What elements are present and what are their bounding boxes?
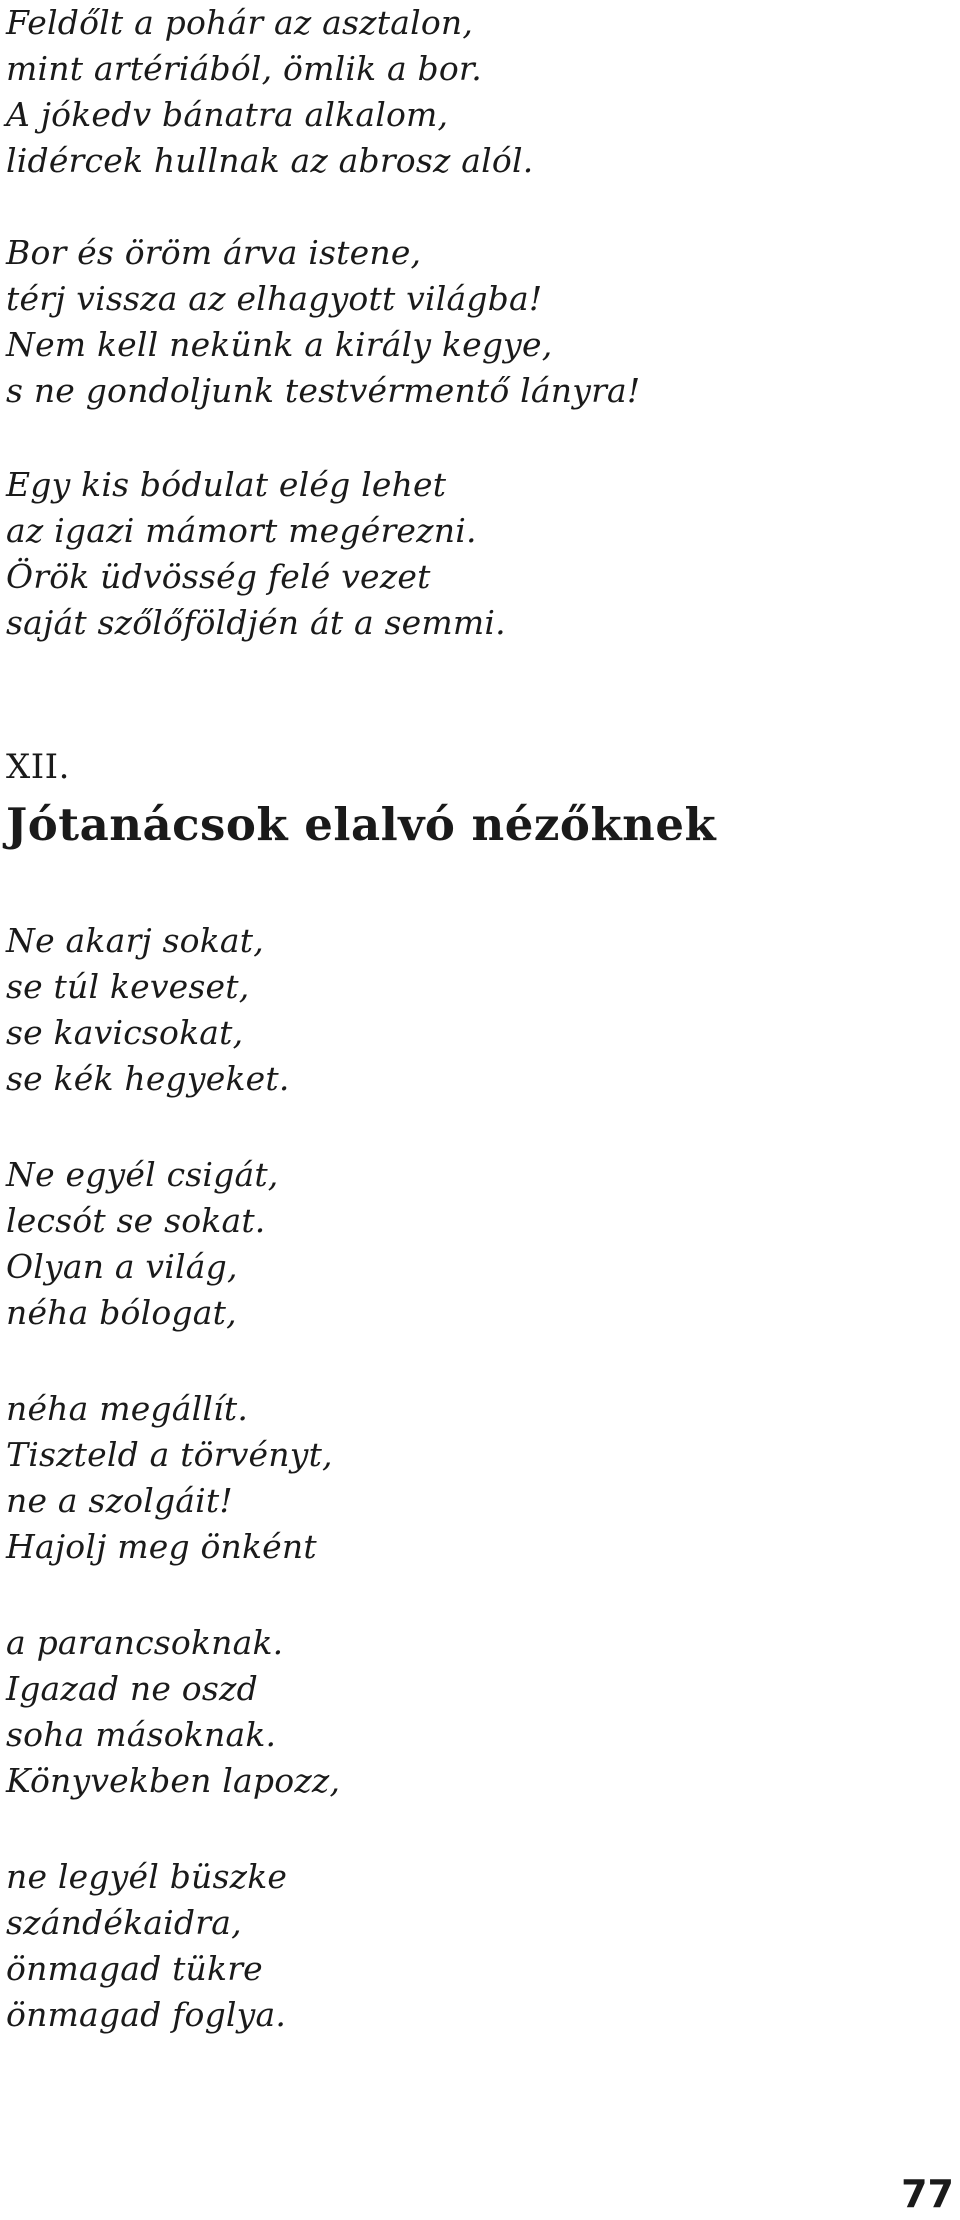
poem-line: Tiszteld a törvényt,: [6, 1435, 333, 1474]
poem-line: Ne egyél csigát,: [6, 1155, 279, 1194]
poem-line: saját szőlőföldjén át a semmi.: [6, 603, 506, 642]
poem-stanza-3: [6, 1386, 333, 1570]
poem-stanza-1: [6, 918, 290, 1102]
poem-line: se túl keveset,: [6, 967, 250, 1006]
poem-line: szándékaidra,: [6, 1903, 242, 1942]
poem-line: s ne gondoljunk testvérmentő lányra!: [6, 371, 641, 410]
poem-line: térj vissza az elhagyott világba!: [6, 279, 543, 318]
poem-stanza-4: [6, 1620, 340, 1804]
poem-title: Jótanácsok elalvó nézőknek: [6, 798, 717, 851]
poem-line: önmagad foglya.: [6, 1995, 287, 2034]
poem-line: néha bólogat,: [6, 1293, 237, 1332]
poem-line: a parancsoknak.: [6, 1623, 284, 1662]
poem-stanza-2: [6, 1152, 279, 1336]
poem-line: soha másoknak.: [6, 1715, 277, 1754]
poem-stanza-5: [6, 1854, 287, 2038]
poem-line: ne a szolgáit!: [6, 1481, 233, 1520]
poem-line: A jókedv bánatra alkalom,: [6, 95, 449, 134]
poem-line: Feldőlt a pohár az asztalon,: [6, 3, 474, 42]
poem-line: mint artériából, ömlik a bor.: [6, 49, 482, 88]
poem-line: ne legyél büszke: [6, 1857, 288, 1896]
poem-line: Ne akarj sokat,: [6, 921, 264, 960]
poem-line: se kavicsokat,: [6, 1013, 244, 1052]
poem-line: Hajolj meg önként: [6, 1527, 317, 1566]
previous-poem-stanza-1: [6, 0, 533, 184]
poem-line: Egy kis bódulat elég lehet: [6, 465, 447, 504]
poem-line: néha megállít.: [6, 1389, 249, 1428]
poem-line: Bor és öröm árva istene,: [6, 233, 422, 272]
poem-line: lidércek hullnak az abrosz alól.: [6, 141, 534, 180]
poem-line: Nem kell nekünk a király kegye,: [6, 325, 553, 364]
previous-poem-stanza-3: [6, 462, 506, 646]
page-number: 77: [901, 2172, 954, 2216]
previous-poem-stanza-2: [6, 230, 640, 414]
poem-number: XII.: [6, 747, 70, 787]
poem-line: Igazad ne oszd: [6, 1669, 258, 1708]
poem-line: Könyvekben lapozz,: [6, 1761, 341, 1800]
poem-line: Örök üdvösség felé vezet: [6, 557, 431, 596]
poem-line: az igazi mámort megérezni.: [6, 511, 477, 550]
poem-line: Olyan a világ,: [6, 1247, 238, 1286]
poem-line: önmagad tükre: [6, 1949, 263, 1988]
poem-line: se kék hegyeket.: [6, 1059, 290, 1098]
poem-line: lecsót se sokat.: [6, 1201, 266, 1240]
